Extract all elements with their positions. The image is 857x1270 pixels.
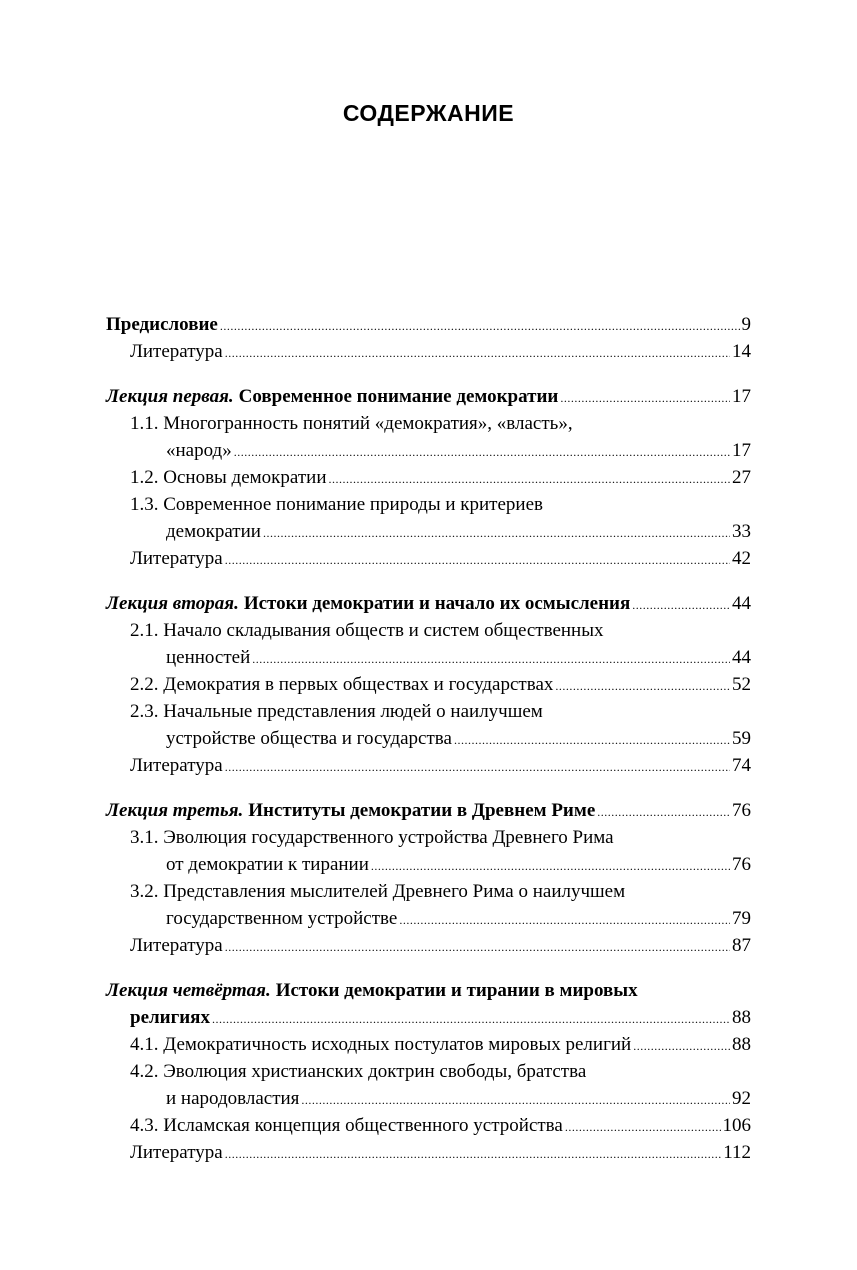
toc-page-number: 88 (732, 1034, 751, 1055)
lecture-prefix: Лекция третья. (106, 800, 244, 821)
lecture-title: Истоки демократии и начало их осмысления (243, 593, 631, 614)
toc-entry-2-1[interactable] (106, 617, 751, 644)
toc-page-number: 44 (732, 593, 751, 614)
dot-leader (371, 851, 730, 880)
section-number: 2.3. (130, 701, 159, 722)
dot-leader (560, 383, 730, 412)
section-title: Начальные представления людей о наилучшем (163, 701, 543, 722)
toc-page-number: 44 (732, 647, 751, 668)
dot-leader (565, 1112, 721, 1141)
toc-entry-lecture-4-cont[interactable] (106, 1004, 751, 1031)
lecture-title: Современное понимание демократии (238, 386, 559, 407)
dot-leader (632, 590, 730, 619)
dot-leader (399, 905, 730, 934)
lecture-title: Истоки демократии и тирании в мировых (275, 980, 638, 1001)
dot-leader (301, 1085, 730, 1114)
toc-page-number: 74 (732, 755, 751, 776)
toc-page-number: 106 (722, 1115, 751, 1136)
section-title: Основы демократии (163, 467, 327, 488)
toc-page-number: 9 (741, 314, 751, 335)
toc-entry-1-3[interactable] (106, 491, 751, 518)
section-number: 2.2. (130, 674, 159, 695)
toc-entry-3-2[interactable] (106, 878, 751, 905)
section-title: Представления мыслителей Древнего Рима о наилучшем (163, 881, 626, 902)
dot-leader (234, 437, 730, 466)
toc-page-number: 27 (732, 467, 751, 488)
toc-page-number: 76 (732, 800, 751, 821)
toc-page-number: 92 (732, 1088, 751, 1109)
dot-leader (263, 518, 730, 547)
toc-page-number: 42 (732, 548, 751, 569)
lecture-prefix: Лекция четвёртая. (106, 980, 271, 1001)
dot-leader (225, 338, 730, 367)
toc-entry-4-2-cont[interactable] (106, 1085, 751, 1112)
dot-leader (252, 644, 730, 673)
lecture-title-cont: религиях (130, 1007, 210, 1028)
section-number: 3.2. (130, 881, 159, 902)
toc-entry-lecture-4[interactable] (106, 977, 751, 1004)
toc-entry-3-1[interactable] (106, 824, 751, 851)
dot-leader (555, 671, 730, 700)
toc-entry-lecture-2[interactable] (106, 590, 751, 617)
toc-page-number: 17 (732, 386, 751, 407)
toc-page-number: 33 (732, 521, 751, 542)
section-number: 4.3. (130, 1115, 159, 1136)
dot-leader (225, 1139, 721, 1168)
lecture-prefix: Лекция первая. (106, 386, 234, 407)
toc-entry-label: Литература (130, 1142, 223, 1163)
dot-leader (225, 932, 730, 961)
section-number: 1.2. (130, 467, 159, 488)
section-title: Демократия в первых обществах и государствах (163, 674, 554, 695)
toc-page-number: 112 (723, 1142, 751, 1163)
toc-page-number: 76 (732, 854, 751, 875)
section-number: 4.2. (130, 1061, 159, 1082)
section-number: 1.1. (130, 413, 159, 434)
section-title: Исламская концепция общественного устройства (163, 1115, 563, 1136)
toc-entry-4-2[interactable] (106, 1058, 751, 1085)
toc-entry-label: Литература (130, 755, 223, 776)
section-title: Эволюция христианских доктрин свободы, братства (163, 1061, 587, 1082)
toc-entry-2-1-cont[interactable] (106, 644, 751, 671)
toc-entry-2-3-cont[interactable] (106, 725, 751, 752)
toc-page-number: 52 (732, 674, 751, 695)
dot-leader (329, 464, 731, 493)
toc-entry-1-1-cont[interactable] (106, 437, 751, 464)
toc-entry-2-2[interactable] (106, 671, 751, 698)
section-number: 2.1. (130, 620, 159, 641)
toc-entry-lecture-2-literature[interactable] (106, 752, 751, 779)
lecture-prefix: Лекция вторая. (106, 593, 239, 614)
toc-entry-label: Литература (130, 548, 223, 569)
section-title: Эволюция государственного устройства Древнего Рима (163, 827, 614, 848)
dot-leader (225, 545, 730, 574)
toc-page-number: 14 (732, 341, 751, 362)
toc-page-number: 87 (732, 935, 751, 956)
section-title: Начало складывания обществ и систем общественных (163, 620, 604, 641)
dot-leader (633, 1031, 730, 1060)
section-title: Демократичность исходных постулатов мировых религий (163, 1034, 632, 1055)
toc-entry-label: Литература (130, 341, 223, 362)
toc-entry-1-3-cont[interactable] (106, 518, 751, 545)
page-title: СОДЕРЖАНИЕ (342, 100, 515, 126)
toc-entry-label: Предисловие (106, 314, 218, 335)
toc-page-number: 59 (732, 728, 751, 749)
toc-entry-lecture-4-literature[interactable] (106, 1139, 751, 1166)
section-number: 3.1. (130, 827, 159, 848)
section-number: 4.1. (130, 1034, 159, 1055)
toc-entry-lecture-1[interactable] (106, 383, 751, 410)
dot-leader (454, 725, 730, 754)
section-number: 1.3. (130, 494, 159, 515)
toc-entry-4-1[interactable] (106, 1031, 751, 1058)
toc-entry-lecture-3[interactable] (106, 797, 751, 824)
section-title: Современное понимание природы и критериев (163, 494, 543, 515)
toc-entry-2-3[interactable] (106, 698, 751, 725)
table-of-contents (106, 311, 751, 1166)
toc-page-number: 17 (732, 440, 751, 461)
section-title-cont: ценностей (166, 647, 251, 668)
toc-page-number: 88 (732, 1007, 751, 1028)
dot-leader (597, 797, 730, 826)
toc-page-number: 79 (732, 908, 751, 929)
toc-entry-3-2-cont[interactable] (106, 905, 751, 932)
toc-entry-lecture-1-literature[interactable] (106, 545, 751, 572)
toc-entry-3-1-cont[interactable] (106, 851, 751, 878)
dot-leader (220, 311, 740, 340)
toc-entry-preface-literature[interactable] (106, 338, 751, 365)
section-title: Многогранность понятий «демократия», «власть», (163, 413, 573, 434)
section-title-cont: государственном устройстве (166, 908, 398, 929)
section-title-cont: от демократии к тирании (166, 854, 369, 875)
dot-leader (212, 1004, 730, 1033)
section-title-cont: «народ» (166, 440, 232, 461)
toc-entry-preface[interactable] (106, 311, 751, 338)
toc-entry-1-1[interactable] (106, 410, 751, 437)
toc-entry-lecture-3-literature[interactable] (106, 932, 751, 959)
section-title-cont: демократии (166, 521, 261, 542)
section-title-cont: и народовластия (166, 1088, 300, 1109)
dot-leader (225, 752, 730, 781)
toc-entry-label: Литература (130, 935, 223, 956)
toc-entry-1-2[interactable] (106, 464, 751, 491)
toc-entry-4-3[interactable] (106, 1112, 751, 1139)
lecture-title: Институты демократии в Древнем Риме (248, 800, 596, 821)
section-title-cont: устройстве общества и государства (166, 728, 452, 749)
